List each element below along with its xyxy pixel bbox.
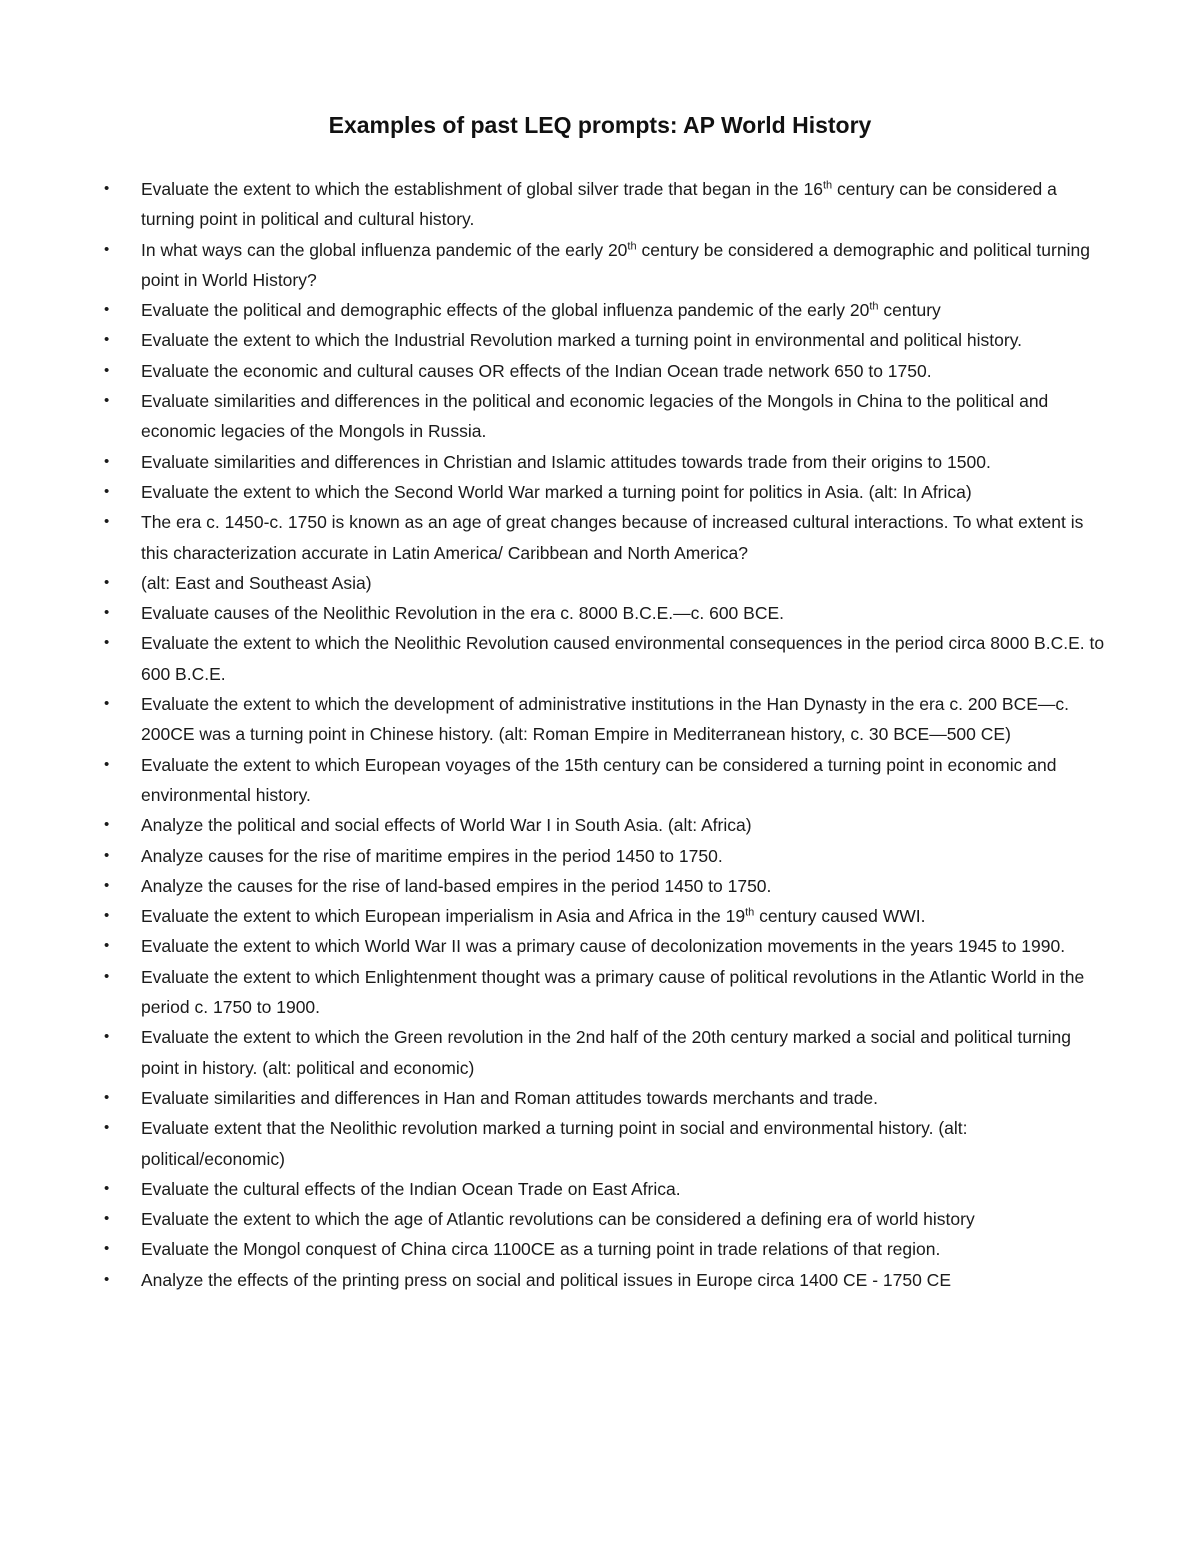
list-item (100, 447, 1110, 477)
list-item (100, 931, 1110, 961)
list-item (100, 174, 1110, 235)
prompt-text: Evaluate the extent to which European voyages of the 15th century can be considered a turning point in economic and environmental history. (141, 754, 1057, 805)
prompt-text: Evaluate the cultural effects of the Indian Ocean Trade on East Africa. (141, 1178, 681, 1199)
bullet-icon: • (104, 1088, 110, 1106)
prompt-text: Evaluate similarities and differences in Christian and Islamic attitudes towards trade from their origins to 1500. (141, 451, 991, 472)
list-item (100, 325, 1110, 355)
list-item (100, 1083, 1110, 1113)
prompt-text: Evaluate the economic and cultural causes OR effects of the Indian Ocean trade network 650 to 1750. (141, 360, 932, 381)
prompt-text: Analyze the political and social effects of World War I in South Asia. (alt: Africa) (141, 815, 752, 836)
prompt-text: Evaluate the extent to which the age of Atlantic revolutions can be considered a defining era of world history (141, 1209, 975, 1230)
prompt-text: Evaluate the extent to which Enlightenment thought was a primary cause of political revolutions in the Atlantic World in the period c. 1750 to 1900. (141, 966, 1085, 1018)
prompt-text: Analyze causes for the rise of maritime empires in the period 1450 to 1750. (141, 845, 723, 866)
ordinal-suffix: th (869, 300, 879, 313)
bullet-icon: • (104, 513, 110, 531)
ordinal-suffix: th (745, 906, 755, 919)
bullet-icon: • (104, 634, 110, 652)
list-item (100, 962, 1110, 1023)
list-item (100, 477, 1110, 507)
prompt-text: Evaluate the political and demographic effects of the global influenza pandemic of the early 20 (141, 300, 870, 321)
prompt-text-continued: century (878, 300, 941, 321)
bullet-icon: • (104, 301, 110, 319)
prompt-text: Evaluate the extent to which the Industrial Revolution marked a turning point in environmental and political history. (141, 330, 1023, 351)
list-item (100, 568, 1110, 598)
prompt-text: (alt: East and Southeast Asia) (141, 572, 372, 593)
bullet-icon: • (104, 1028, 110, 1046)
bullet-icon: • (104, 452, 110, 470)
bullet-icon: • (104, 1240, 110, 1258)
prompt-text: Evaluate the extent to which the development of administrative institutions in the Han Dynasty in the era c. 200 BCE—c. 200CE was a turning point in Chinese history. (alt: Roman Empire in Mediterranean history, c. 30 BCE—500 CE) (141, 694, 1069, 745)
prompt-text: Evaluate the extent to which World War II was a primary cause of decolonization movements in the years 1945 to 1990. (141, 936, 1066, 957)
list-item (100, 1113, 1110, 1174)
list-item (100, 1234, 1110, 1264)
bullet-icon: • (104, 1270, 110, 1288)
prompt-text: In what ways can the global influenza pandemic of the early 20 (141, 239, 628, 260)
list-item (100, 1022, 1110, 1083)
bullet-icon: • (104, 392, 110, 410)
prompt-text: Evaluate the extent to which European imperialism in Asia and Africa in the 19 (141, 906, 746, 927)
prompt-text: Evaluate the extent to which the Green revolution in the 2nd half of the 20th century marked a social and political turning point in history. (alt: political and economic) (141, 1027, 1072, 1078)
list-item (100, 810, 1110, 840)
ordinal-suffix: th (627, 240, 637, 252)
prompt-text-continued: century can be considered a turning point in political and cultural history. (141, 179, 1057, 230)
bullet-icon: • (104, 1210, 110, 1228)
bullet-icon: • (104, 937, 110, 955)
bullet-icon: • (104, 967, 110, 985)
list-item (100, 628, 1110, 689)
ordinal-suffix: th (822, 179, 833, 192)
list-item (100, 871, 1110, 901)
bullet-icon: • (104, 482, 110, 500)
bullet-icon: • (104, 1179, 110, 1197)
prompt-list (100, 174, 1110, 1295)
prompt-text: Evaluate the extent to which the establishment of global silver trade that began in the 16 (141, 179, 823, 199)
bullet-icon: • (104, 876, 110, 894)
bullet-icon: • (104, 907, 110, 925)
prompt-text: Analyze the effects of the printing press on social and political issues in Europe circa 1400 CE - 1750 CE (141, 1269, 951, 1290)
prompt-text: Evaluate the extent to which the Second World War marked a turning point for politics in Asia. (alt: In Africa) (141, 481, 972, 502)
prompt-text: Analyze the causes for the rise of land-based empires in the period 1450 to 1750. (141, 875, 772, 896)
bullet-icon: • (104, 573, 110, 591)
bullet-icon: • (104, 240, 110, 258)
list-item (100, 1265, 1110, 1295)
bullet-icon: • (104, 816, 110, 834)
list-item (100, 295, 1110, 325)
list-item (100, 901, 1110, 931)
list-item (100, 507, 1110, 568)
list-item (100, 386, 1110, 447)
bullet-icon: • (104, 755, 110, 773)
prompt-text: Evaluate the extent to which the Neolithic Revolution caused environmental consequences in the period circa 8000 B.C.E. to 600 B.C.E. (141, 633, 1105, 684)
prompt-text: Evaluate causes of the Neolithic Revolution in the era c. 8000 B.C.E.—c. 600 BCE. (141, 603, 784, 624)
list-item (100, 750, 1110, 811)
list-item (100, 235, 1110, 296)
bullet-icon: • (104, 846, 110, 864)
prompt-text: Evaluate similarities and differences in Han and Roman attitudes towards merchants and trade. (141, 1087, 879, 1108)
prompt-text-continued: century caused WWI. (754, 906, 926, 927)
list-item (100, 841, 1110, 871)
prompt-text-continued: century be considered a demographic and political turning point in World History? (141, 239, 1090, 290)
page-title: Examples of past LEQ prompts: AP World History (328, 112, 872, 138)
bullet-icon: • (104, 361, 110, 379)
list-item (100, 598, 1110, 628)
bullet-icon: • (104, 604, 110, 622)
bullet-icon: • (104, 180, 110, 197)
prompt-text: Evaluate similarities and differences in the political and economic legacies of the Mongols in China to the political and economic legacies of the Mongols in Russia. (141, 391, 1049, 442)
prompt-text: Evaluate the Mongol conquest of China circa 1100CE as a turning point in trade relations of that region. (141, 1239, 941, 1260)
list-item (100, 1174, 1110, 1204)
bullet-icon: • (104, 331, 110, 349)
bullet-icon: • (104, 1119, 110, 1137)
list-item (100, 356, 1110, 386)
bullet-icon: • (104, 695, 110, 713)
list-item (100, 689, 1110, 750)
list-item (100, 1204, 1110, 1234)
prompt-text: Evaluate extent that the Neolithic revolution marked a turning point in social and environmental history. (alt: political/economic) (141, 1118, 968, 1169)
prompt-text: The era c. 1450-c. 1750 is known as an age of great changes because of increased cultural interactions. To what extent is this characterization accurate in Latin America/ Caribbean and North America? (141, 512, 1084, 563)
